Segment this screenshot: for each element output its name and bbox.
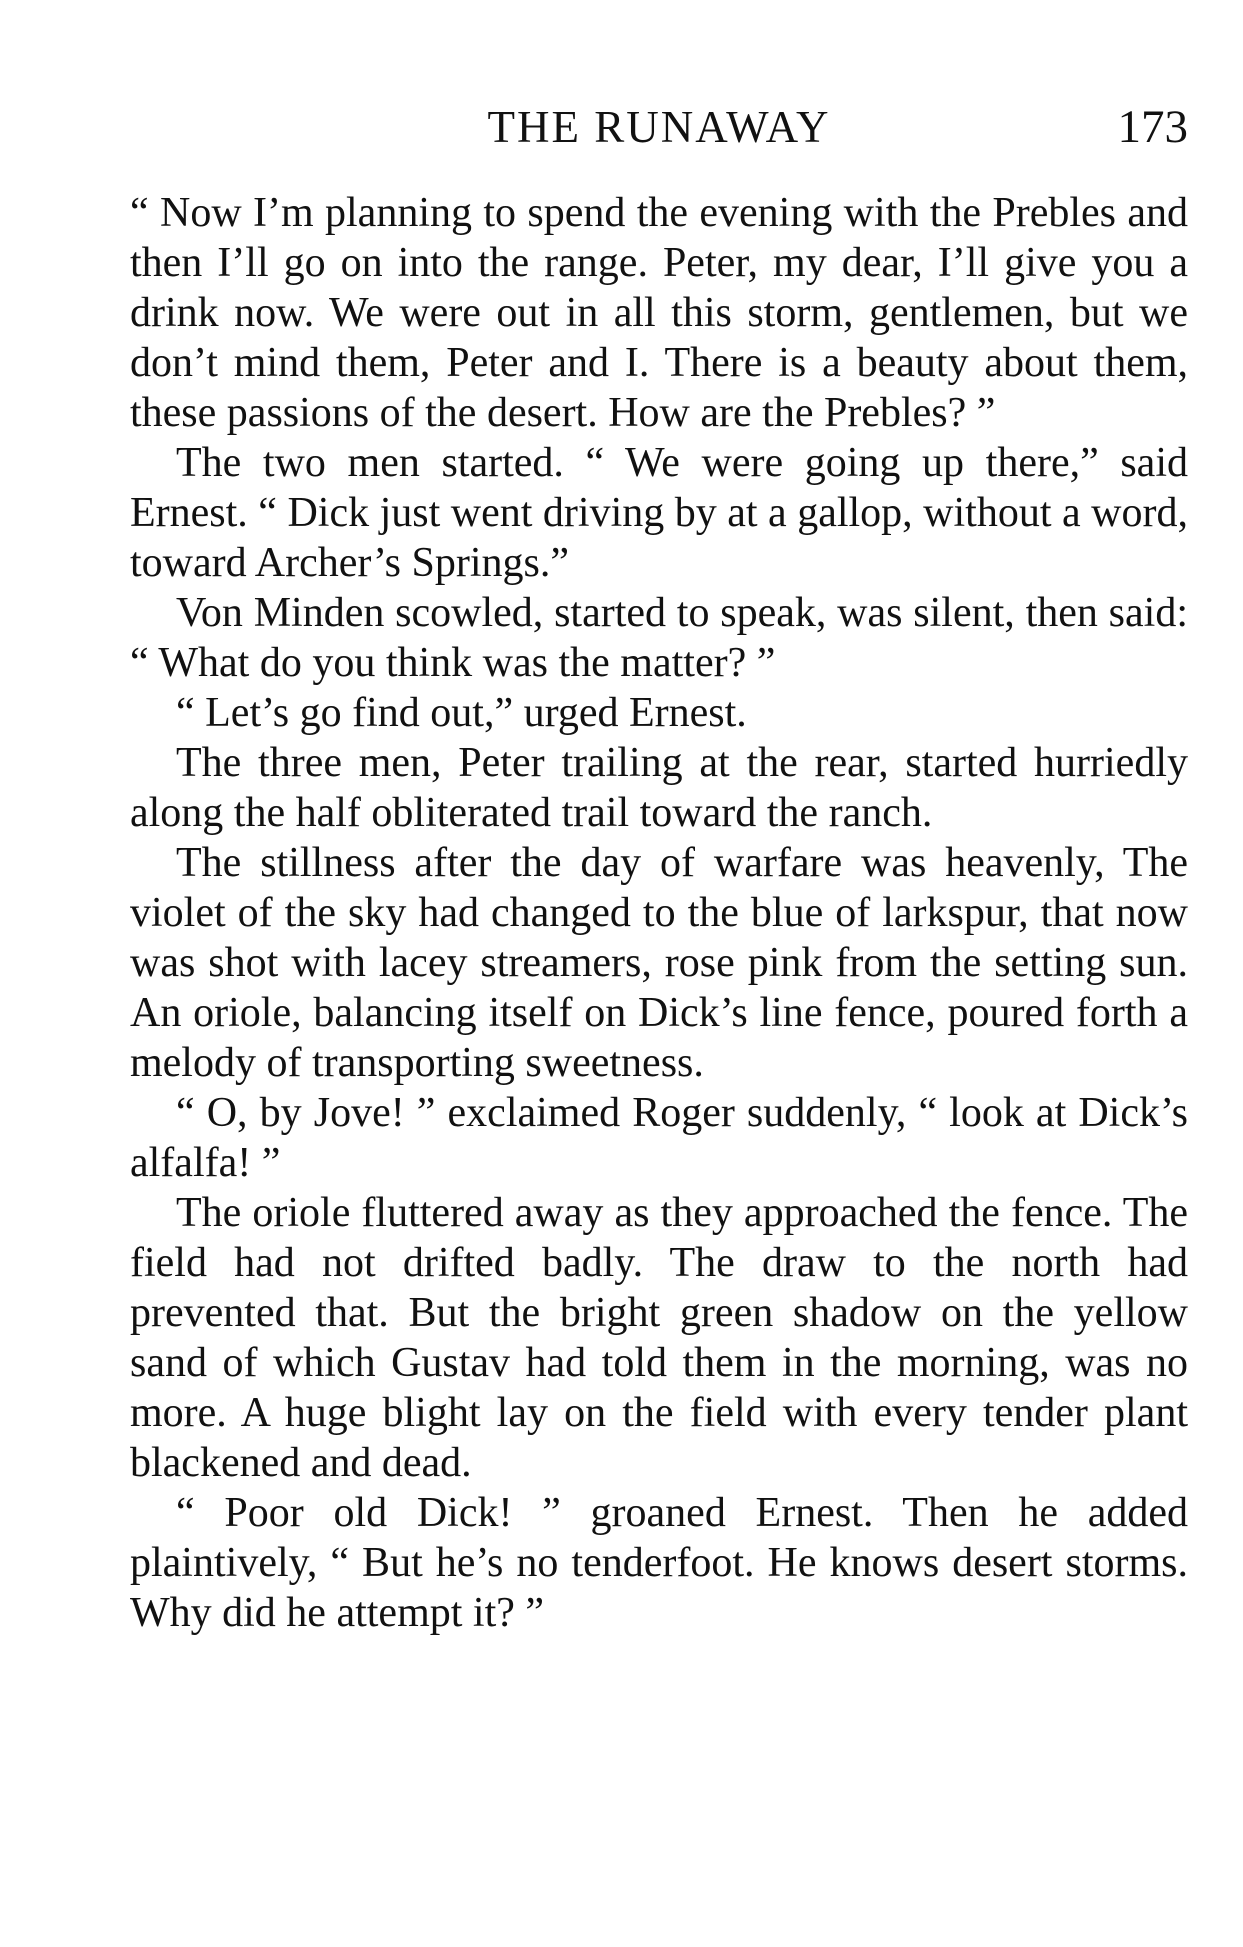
paragraph: “ Let’s go find out,” urged Ernest. <box>176 690 747 736</box>
paragraph: The three men, Peter trailing at the rear, started hurriedly along the half obliterated trail toward the ranch. <box>130 740 1188 836</box>
running-title: THE RUNAWAY <box>487 102 831 152</box>
paragraph: The stillness after the day of warfare was heavenly, The violet of the sky had changed to the blue of larkspur, that now was shot with lacey streamers, rose pink from the setting sun. An oriole, balancing itself on Dick’s line fence, poured forth a melody of transporting sweetness. <box>130 840 1188 1086</box>
paragraph: Von Minden scowled, started to speak, was silent, then said: “ What do you think was the matter? ” <box>130 590 1188 686</box>
paragraph: “ O, by Jove! ” exclaimed Roger suddenly, “ look at Dick’s alfalfa! ” <box>130 1090 1188 1186</box>
running-head <box>130 92 1188 162</box>
paragraph: The oriole fluttered away as they approached the fence. The field had not drifted badly. The draw to the north had prevented that. But the bright green shadow on the yellow sand of which Gustav had told them in the morning, was no more. A huge blight lay on the field with every tender plant blackened and dead. <box>130 1190 1188 1486</box>
paragraph: “ Poor old Dick! ” groaned Ernest. Then he added plaintively, “ But he’s no tenderfoot. He knows desert storms. Why did he attempt it? ” <box>130 1490 1188 1636</box>
paragraph: The two men started. “ We were going up there,” said Ernest. “ Dick just went driving by at a gallop, without a word, toward Archer’s Springs.” <box>130 440 1188 586</box>
body-text <box>130 188 1188 1638</box>
page-number: 173 <box>1117 101 1188 153</box>
paragraph: “ Now I’m planning to spend the evening with the Prebles and then I’ll go on into the range. Peter, my dear, I’ll give you a drink now. We were out in all this storm, gentlemen, but we don’t mind them, Peter and I. There is a beauty about them, these passions of the desert. How are the Prebles? ” <box>130 190 1188 436</box>
